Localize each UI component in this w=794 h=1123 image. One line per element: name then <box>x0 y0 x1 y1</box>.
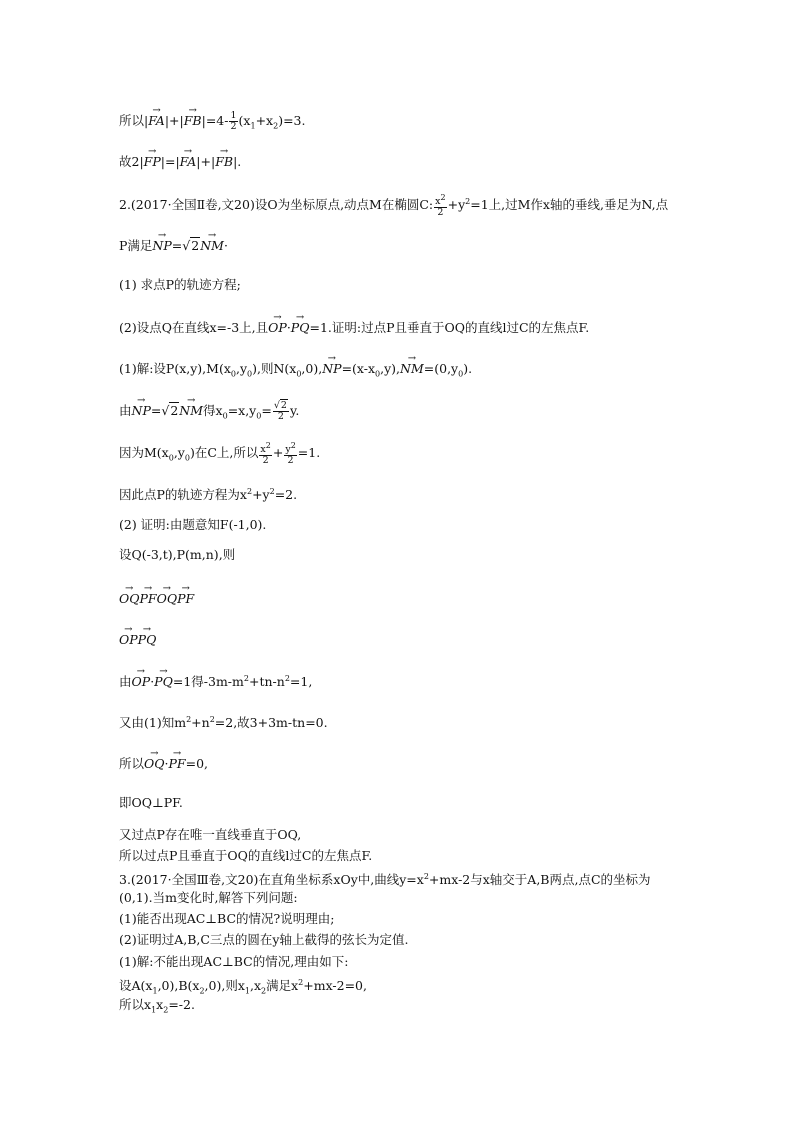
vector-FB: → FB <box>184 109 202 127</box>
line-18: 即OQ⊥PF. <box>119 795 183 810</box>
line-5: (1) 求点P的轨迹方程; <box>119 277 241 292</box>
vector-OQ: → OQ <box>119 587 140 605</box>
line-7: (1)解:设$P(x,y),M(x_0,y_0)$,则$N(x_0,0),\to NP=(x-x_0,y),\to NM=(0,y_0)$. <box>119 357 699 384</box>
vector-PQ: → PQ <box>154 670 173 688</box>
fraction-sqrt2-over-2: $\frac{√2}{2}$ <box>273 400 287 422</box>
vector-PF: → PF <box>140 587 157 605</box>
line-23: (1)能否出现AC⊥BC的情况?说明理由; <box>119 911 335 926</box>
line-4: P满足→ NP=√2→ NM· <box>119 234 699 255</box>
line-22: (0,1).当m变化时,解答下列问题: <box>119 890 298 905</box>
vector-NP: → NP <box>132 399 151 417</box>
vector-OQ: → OQ <box>157 587 178 605</box>
vector-PF: → PF <box>169 752 186 770</box>
line-3: 2.(2017·全国Ⅱ卷,文20)设O为坐标原点,动点M在椭圆C: $\frac{x^2}{2}$ $+y^2=1$上,过M作x轴的垂线,垂足为N,点 <box>119 193 669 219</box>
vector-NM: → NM <box>200 234 224 252</box>
line-17: 所以→ OQ·→ PF=0, <box>119 752 699 773</box>
vector-NP: → NP <box>152 234 171 252</box>
line-24: (2)证明过A,B,C三点的圆在y轴上截得的弦长为定值. <box>119 932 409 947</box>
line-26: 设$A(x_1,0),B(x_2,0)$,则$x_1,x_2$满足$x^2+mx-2=0$, <box>119 978 367 996</box>
line-14 <box>119 628 699 649</box>
vector-NM: → NM <box>179 399 203 417</box>
sqrt-2: √2 <box>161 403 179 418</box>
fraction-half: $\frac{1}{2}$ <box>230 110 237 132</box>
line-20: 所以过点P且垂直于OQ的直线l过C的左焦点F. <box>119 848 373 863</box>
line-27: 所以$x_1x_2=-2$. <box>119 997 195 1015</box>
vector-OP: → OP <box>132 670 151 688</box>
line-13 <box>119 587 699 608</box>
vector-FB: → FB <box>215 150 233 168</box>
vector-OQ: → OQ <box>144 752 165 770</box>
vector-PQ: → PQ <box>291 316 310 334</box>
vector-PQ: → PQ <box>138 628 157 646</box>
sqrt-2: √2 <box>182 238 200 253</box>
vector-FA: → FA <box>148 109 165 127</box>
line-11: (2) 证明:由题意知F(-1,0). <box>119 517 267 532</box>
line-25: (1)解:不能出现AC⊥BC的情况,理由如下: <box>119 954 349 969</box>
line-15: 由→ OP·→ PQ=1得$-3m-m^2+tn-n^2=1$, <box>119 670 699 691</box>
line-8: 由→ NP=√2→ NM得$x_0=x,y_0=$ $\frac{√2}{2}$ y. <box>119 399 699 426</box>
vector-FP: → FP <box>144 150 161 168</box>
vector-PF: → PF <box>177 587 194 605</box>
line-6: (2)设点Q在直线x=-3上,且→ OP·→ PQ=1.证明:过点P且垂直于OQ的直线l过C的左焦点F. <box>119 316 699 337</box>
line-2: 故2|→ FP|=|→ FA|+|→ FB|. <box>119 150 699 171</box>
line-12: 设Q(-3,t),P(m,n),则 <box>119 547 236 562</box>
fraction-x2-over-2: $\frac{x^2}{2}$ <box>260 441 271 467</box>
line-9: 因为$M(x_0,y_0)$在C上,所以 $\frac{x^2}{2}$ + $\frac{y^2}{2}$ =1. <box>119 441 321 467</box>
line-19: 又过点P存在唯一直线垂直于OQ, <box>119 827 302 842</box>
vector-NP: → NP <box>322 357 341 375</box>
vector-OP: → OP <box>268 316 287 334</box>
vector-OP: → OP <box>119 628 138 646</box>
fraction-x2-over-2: $\frac{x^2}{2}$ <box>435 193 446 219</box>
line-16: 又由(1)知$m^2+n^2=2$,故3+3m-tn=0. <box>119 715 328 731</box>
vector-FA: → FA <box>180 150 197 168</box>
fraction-y2-over-2: $\frac{y^2}{2}$ <box>285 441 296 467</box>
vector-NM: → NM <box>400 357 424 375</box>
line-1: 所以|→ FA|+|→ FB|=4- $\frac{1}{2}$ $(x_1+x_2)=3$. <box>119 109 699 136</box>
line-10: 因此点P的轨迹方程为$x^2+y^2=2$. <box>119 487 298 503</box>
line-21: 3.(2017·全国Ⅲ卷,文20)在直角坐标系xOy中,曲线$y=x^2+mx-2$与x轴交于A,B两点,点C的坐标为 <box>119 872 651 888</box>
